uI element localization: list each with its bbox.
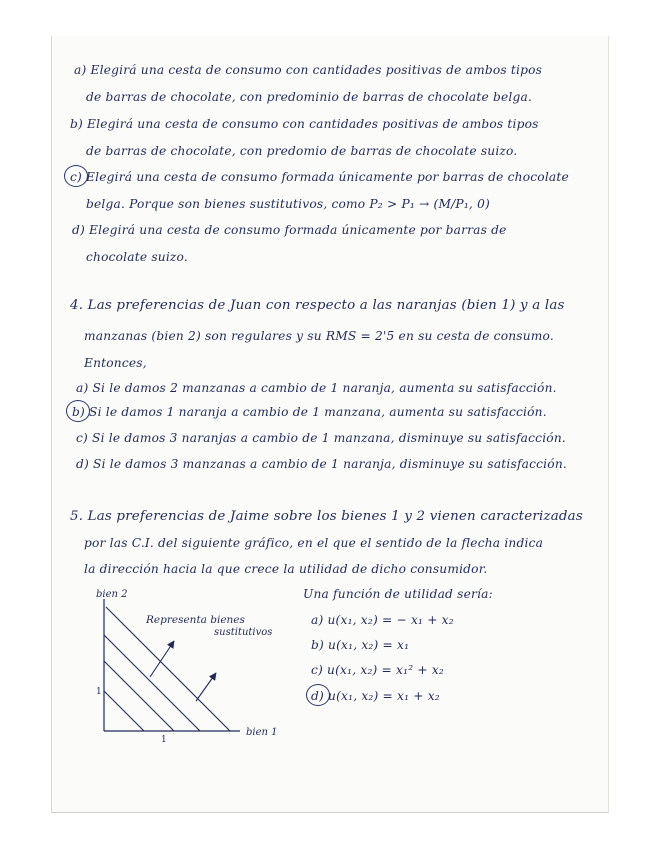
q5-stem-line2: por las C.I. del siguiente gráfico, en el que el sentido de la flecha indica — [84, 536, 544, 550]
y-axis-label: bien 2 — [96, 589, 128, 600]
utility-direction-arrow-2 — [196, 673, 216, 701]
q4-option-d: d) Si le damos 3 manzanas a cambio de 1 naranja, disminuye su satisfacción. — [76, 457, 567, 471]
indifference-curve-2 — [104, 661, 174, 731]
x-axis-label: bien 1 — [246, 727, 278, 738]
q5-prompt: Una función de utilidad sería: — [303, 587, 493, 601]
prev-option-b-line1: b) Elegirá una cesta de consumo con cantidades positivas de ambos tipos — [70, 117, 539, 131]
q5-option-d: d) u(x₁, x₂) = x₁ + x₂ — [311, 689, 440, 703]
q5-option-c: c) u(x₁, x₂) = x₁² + x₂ — [311, 663, 445, 677]
indifference-curve-graph — [92, 585, 292, 745]
q4-stem-line1: 4. Las preferencias de Juan con respecto a las naranjas (bien 1) y a las — [70, 298, 565, 313]
q5-option-b: b) u(x₁, x₂) = x₁ — [311, 638, 410, 652]
q5-stem-line3: la dirección hacia la que crece la utilidad de dicho consumidor. — [84, 562, 488, 576]
prev-option-d-line1: d) Elegirá una cesta de consumo formada únicamente por barras de — [72, 223, 507, 237]
q4-stem-line3: Entonces, — [84, 356, 147, 370]
y-tick-label: 1 — [96, 687, 102, 697]
graph-note-line2: sustitutivos — [214, 627, 273, 638]
q4-option-c: c) Si le damos 3 naranjas a cambio de 1 manzana, disminuye su satisfacción. — [76, 431, 566, 445]
prev-option-c-line2: belga. Porque son bienes sustitutivos, como P₂ > P₁ → (M/P₁, 0) — [86, 197, 490, 211]
prev-option-a-line2: de barras de chocolate, con predominio de barras de chocolate belga. — [86, 90, 533, 104]
indifference-curve-1 — [104, 691, 144, 731]
q4-stem-line2: manzanas (bien 2) son regulares y su RMS = 2'5 en su cesta de consumo. — [84, 329, 554, 343]
indifference-curve-3 — [104, 635, 200, 731]
graph-note-line1: Representa bienes — [146, 614, 245, 626]
q4-option-a: a) Si le damos 2 manzanas a cambio de 1 naranja, aumenta su satisfacción. — [76, 381, 557, 395]
prev-option-a-line1: a) Elegirá una cesta de consumo con cantidades positivas de ambos tipos — [74, 63, 543, 77]
q4-option-b: b) Si le damos 1 naranja a cambio de 1 manzana, aumenta su satisfacción. — [72, 405, 547, 419]
x-tick-label: 1 — [161, 735, 167, 745]
prev-option-c-line1: c) Elegirá una cesta de consumo formada únicamente por barras de chocolate — [70, 170, 569, 184]
q5-option-a: a) u(x₁, x₂) = − x₁ + x₂ — [311, 613, 454, 627]
prev-option-b-line2: de barras de chocolate, con predomio de barras de chocolate suizo. — [86, 144, 518, 158]
q5-stem-line1: 5. Las preferencias de Jaime sobre los bienes 1 y 2 vienen caracterizadas — [70, 509, 583, 524]
prev-option-d-line2: chocolate suizo. — [86, 250, 188, 264]
